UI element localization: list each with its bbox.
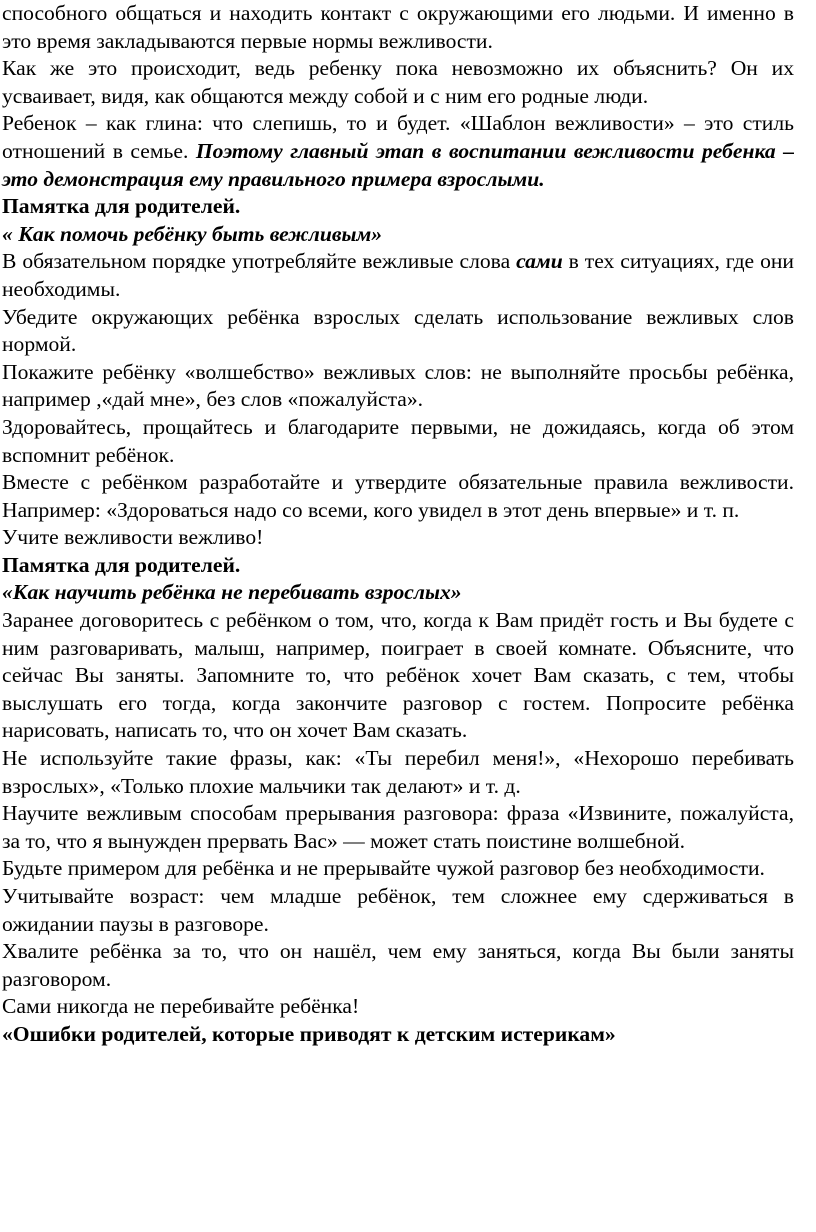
memo2-item-3: Научите вежливым способам прерывания разговора: фраза «Извините, пожалуйста, за то, что я вынужден прервать Вас» — может стать поистине волшебной. [2,801,794,853]
intro-paragraph-3-emphasis: Поэтому главный этап в воспитании вежливости ребенка – это демонстрация ему правильного примера взрослыми. [2,138,794,191]
intro-paragraph-3-plain: Ребенок – как глина: что слепишь, то и будет. «Шаблон вежливости» – это стиль отношений в семье. [2,111,794,163]
intro-paragraph-3 [2,110,794,193]
memo2-item-1: Заранее договоритесь с ребёнком о том, что, когда к Вам придёт гость и Вы будете с ним разговаривать, малыш, например, поиграет в своей комнате. Объясните, что сейчас Вы заняты. Запомните то, что ребёнок хочет Вам сказать, с тем, чтобы выслушать его тогда, когда закончите разговор с гостем. Попросите ребёнка нарисовать, написать то, что он хочет Вам сказать. [2,608,794,743]
memo1-item-4: Здоровайтесь, прощайтесь и благодарите первыми, не дожидаясь, когда об этом вспомнит ребёнок. [2,414,794,467]
memo2-item-4: Будьте примером для ребёнка и не прерывайте чужой разговор без необходимости. [2,856,765,881]
memo2-subheading: «Как научить ребёнка не перебивать взрослых» [2,580,462,605]
memo1-item-1-after: в тех ситуациях, где они необходимы. [2,249,794,301]
memo1-item-1 [2,248,794,303]
memo1-subheading: « Как помочь ребёнку быть вежливым» [2,221,383,246]
memo2-item-5: Учитывайте возраст: чем младше ребёнок, тем сложнее ему сдерживаться в ожидании паузы в разговоре. [2,884,794,936]
memo1-item-6: Учите вежливости вежливо! [2,525,264,550]
memo1-item-2: Убедите окружающих ребёнка взрослых сделать использование вежливых слов нормой. [2,304,794,357]
memo2-item-6: Хвалите ребёнка за то, что он нашёл, чем ему заняться, когда Вы были заняты разговором. [2,939,794,991]
memo1-item-5: Вместе с ребёнком разработайте и утвердите обязательные правила вежливости. Например: «Здороваться надо со всеми, кого увидел в этот день впервые» и т. п. [2,470,794,522]
intro-paragraph-1: способного общаться и находить контакт с окружающими его людьми. И именно в это время закладываются первые нормы вежливости. [2,1,794,53]
memo1-item-3: Покажите ребёнку «волшебство» вежливых слов: не выполняйте просьбы ребёнка, например ,«дай мне», без слов «пожалуйста». [2,359,794,412]
intro-paragraph-2: Как же это происходит, ведь ребенку пока невозможно их объяснить? Он их усваивает, видя, как общаются между собой и с ним его родные люди. [2,56,794,108]
memo2-item-2: Не используйте такие фразы, как: «Ты перебил меня!», «Нехорошо перебивать взрослых», «Только плохие мальчики так делают» и т. д. [2,746,794,798]
section3-heading: «Ошибки родителей, которые приводят к детским истерикам» [2,1021,616,1046]
memo1-heading: Памятка для родителей. [2,194,241,219]
memo1-item-1-before: В обязательном порядке употребляйте вежливые слова [2,249,517,274]
memo1-item-1-emphasis: сами [516,249,563,274]
memo2-heading: Памятка для родителей. [2,552,241,577]
memo2-item-7: Сами никогда не перебивайте ребёнка! [2,994,360,1019]
